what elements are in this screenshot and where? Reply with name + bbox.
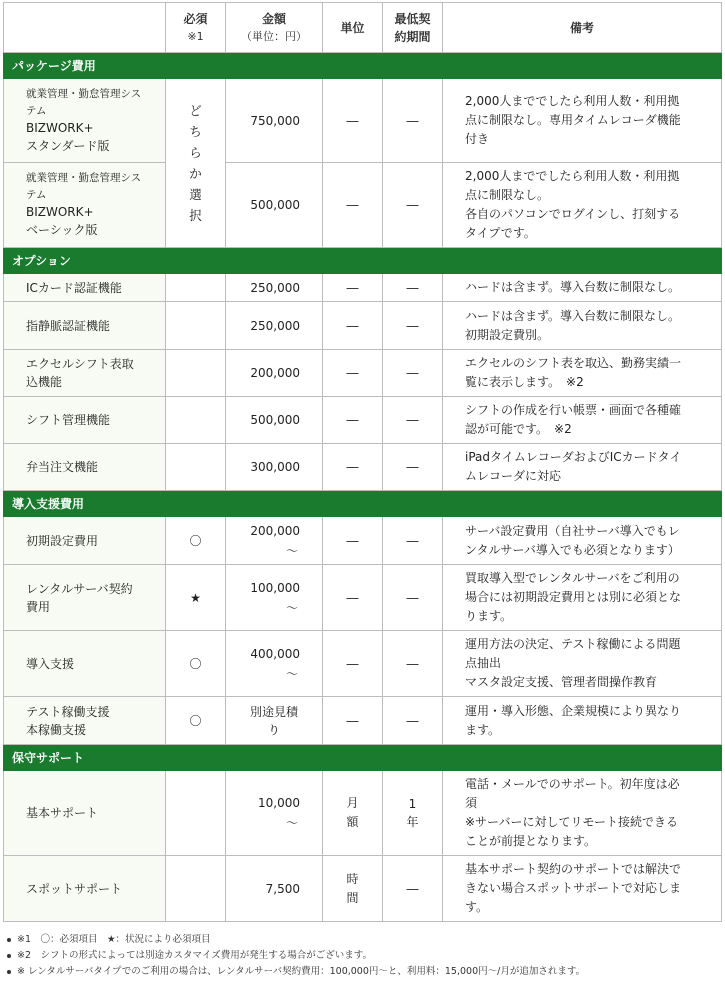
unit: ― xyxy=(323,517,383,565)
unit: ― xyxy=(323,79,383,163)
item-name: 初期設定費用 xyxy=(4,517,166,565)
table-row xyxy=(4,163,722,248)
table-row xyxy=(4,697,722,745)
remarks: 基本サポート契約のサポートでは解決で きない場合スポットサポートで対応しま す。 xyxy=(443,856,722,922)
required xyxy=(166,771,226,856)
required xyxy=(166,350,226,397)
price: 750,000 xyxy=(226,79,323,163)
table-row xyxy=(4,397,722,444)
price: 100,000 ～ xyxy=(226,565,323,631)
unit: ― xyxy=(323,444,383,491)
price: 300,000 xyxy=(226,444,323,491)
unit: ― xyxy=(323,565,383,631)
min-period: ― xyxy=(383,163,443,248)
table-row xyxy=(4,79,722,163)
header-price: 金額 （単位：円） xyxy=(226,3,323,53)
remarks: ハードは含まず。導入台数に制限なし。 初期設定費別。 xyxy=(443,302,722,350)
remarks: 運用・導入形態、企業規模により異なり ます。 xyxy=(443,697,722,745)
required-mark: 〇 xyxy=(166,631,226,697)
footnotes xyxy=(3,932,722,980)
price: 200,000 xyxy=(226,350,323,397)
remarks: 買取導入型でレンタルサーバをご利用の 場合には初期設定費用とは別に必須とな ります。 xyxy=(443,565,722,631)
header-min-period: 最低契 約期間 xyxy=(383,3,443,53)
unit: 時間 xyxy=(323,856,383,922)
item-name: 基本サポート xyxy=(4,771,166,856)
item-name: 就業管理・勤怠管理シス テム BIZWORK+ ベーシック版 xyxy=(4,163,166,248)
required-mark: 〇 xyxy=(166,697,226,745)
min-period: ― xyxy=(383,397,443,444)
item-name: スポットサポート xyxy=(4,856,166,922)
price: 10,000 ～ xyxy=(226,771,323,856)
table-row xyxy=(4,631,722,697)
item-name: 指静脈認証機能 xyxy=(4,302,166,350)
min-period: ― xyxy=(383,274,443,302)
section-maintenance: 保守サポート xyxy=(4,745,722,771)
min-period: ― xyxy=(383,565,443,631)
price: 500,000 xyxy=(226,163,323,248)
min-period: ― xyxy=(383,856,443,922)
table-row xyxy=(4,350,722,397)
unit: ― xyxy=(323,163,383,248)
price: 500,000 xyxy=(226,397,323,444)
item-name: 就業管理・勤怠管理シス テム BIZWORK+ スタンダード版 xyxy=(4,79,166,163)
required xyxy=(166,444,226,491)
min-period: 1 年 xyxy=(383,771,443,856)
section-package: パッケージ費用 xyxy=(4,53,722,79)
min-period: ― xyxy=(383,302,443,350)
min-period: ― xyxy=(383,697,443,745)
min-period: ― xyxy=(383,444,443,491)
header-required: 必須 ※1 xyxy=(166,3,226,53)
remarks: サーバ設定費用（自社サーバ導入でもレ ンタルサーバ導入でも必須となります） xyxy=(443,517,722,565)
required xyxy=(166,274,226,302)
table-row xyxy=(4,444,722,491)
remarks: シフトの作成を行い帳票・画面で各種確 認が可能です。 ※2 xyxy=(443,397,722,444)
price: 250,000 xyxy=(226,274,323,302)
table-row xyxy=(4,274,722,302)
min-period: ― xyxy=(383,631,443,697)
unit: 月額 xyxy=(323,771,383,856)
table-row xyxy=(4,302,722,350)
unit: ― xyxy=(323,274,383,302)
table-row xyxy=(4,517,722,565)
pricing-table xyxy=(3,2,722,922)
min-period: ― xyxy=(383,350,443,397)
footnote: ※ レンタルサーバタイプでのご利用の場合は、レンタルサーバ契約費用：100,000円～と、利用料：15,000円～/月が追加されます。 xyxy=(7,964,722,980)
min-period: ― xyxy=(383,79,443,163)
table-row xyxy=(4,565,722,631)
remarks: 2,000人まででしたら利用人数・利用拠 点に制限なし。専用タイムレコーダ機能 付き xyxy=(443,79,722,163)
item-name: 導入支援 xyxy=(4,631,166,697)
remarks: 2,000人まででしたら利用人数・利用拠 点に制限なし。 各自のパソコンでログインし、打刻する タイプです。 xyxy=(443,163,722,248)
required xyxy=(166,397,226,444)
header-unit: 単位 xyxy=(323,3,383,53)
item-name: エクセルシフト表取 込機能 xyxy=(4,350,166,397)
min-period: ― xyxy=(383,517,443,565)
table-header xyxy=(4,3,722,53)
price: 別途見積 り xyxy=(226,697,323,745)
unit: ― xyxy=(323,697,383,745)
remarks: iPadタイムレコーダおよびICカードタイ ムレコーダに対応 xyxy=(443,444,722,491)
table-row xyxy=(4,856,722,922)
required-merged: どちらか選択 xyxy=(166,79,226,248)
required-mark: ★ xyxy=(166,565,226,631)
unit: ― xyxy=(323,302,383,350)
remarks: エクセルのシフト表を取込、勤務実績一 覧に表示します。 ※2 xyxy=(443,350,722,397)
required-mark: 〇 xyxy=(166,517,226,565)
unit: ― xyxy=(323,397,383,444)
remarks: ハードは含まず。導入台数に制限なし。 xyxy=(443,274,722,302)
item-name: ICカード認証機能 xyxy=(4,274,166,302)
required xyxy=(166,302,226,350)
header-remarks: 備考 xyxy=(443,3,722,53)
section-option: オプション xyxy=(4,248,722,274)
item-name: シフト管理機能 xyxy=(4,397,166,444)
remarks: 運用方法の決定、テスト稼働による問題 点抽出 マスタ設定支援、管理者間操作教育 xyxy=(443,631,722,697)
price: 7,500 xyxy=(226,856,323,922)
section-support: 導入支援費用 xyxy=(4,491,722,517)
unit: ― xyxy=(323,631,383,697)
required xyxy=(166,856,226,922)
header-item xyxy=(4,3,166,53)
item-name: レンタルサーバ契約 費用 xyxy=(4,565,166,631)
unit: ― xyxy=(323,350,383,397)
price: 400,000 ～ xyxy=(226,631,323,697)
remarks: 電話・メールでのサポート。初年度は必 須 ※サーバーに対してリモート接続できる ことが前提となります。 xyxy=(443,771,722,856)
price: 200,000 ～ xyxy=(226,517,323,565)
footnote: ※2 シフトの形式によっては別途カスタマイズ費用が発生する場合がございます。 xyxy=(7,948,722,964)
item-name: 弁当注文機能 xyxy=(4,444,166,491)
item-name: テスト稼働支援 本稼働支援 xyxy=(4,697,166,745)
price: 250,000 xyxy=(226,302,323,350)
table-row xyxy=(4,771,722,856)
footnote: ※1 〇：必須項目 ★：状況により必須項目 xyxy=(7,932,722,948)
